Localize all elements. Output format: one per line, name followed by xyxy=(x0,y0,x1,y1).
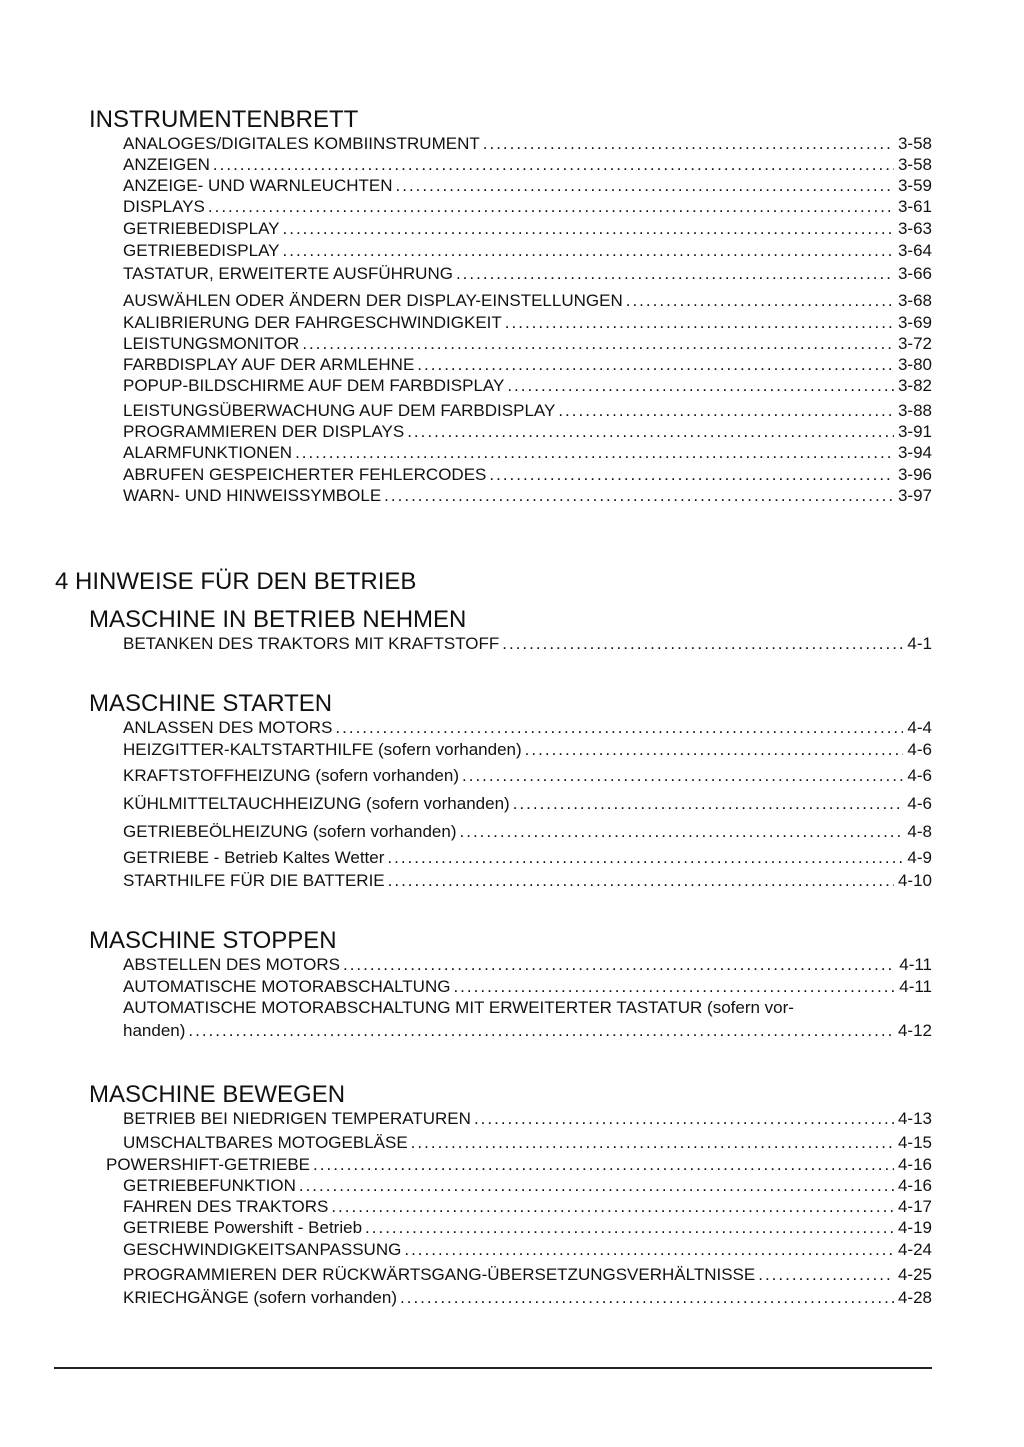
toc-entry-page: 4-6 xyxy=(907,740,932,759)
toc-entry-title: GETRIEBEFUNKTION xyxy=(123,1176,296,1195)
toc-entry-page: 3-94 xyxy=(897,443,932,462)
toc-entry[interactable] xyxy=(123,1133,932,1153)
toc-entry-page: 3-59 xyxy=(897,176,932,195)
toc-entry-title: FAHREN DES TRAKTORS xyxy=(123,1197,329,1216)
dot-leader xyxy=(483,134,894,154)
toc-entry-title: POWERSHIFT-GETRIEBE xyxy=(106,1155,311,1174)
toc-entry-title: ABSTELLEN DES MOTORS xyxy=(123,955,340,974)
toc-entry-page: 4-19 xyxy=(897,1218,932,1237)
toc-entry[interactable] xyxy=(123,794,932,814)
toc-entry-page: 3-88 xyxy=(897,401,932,420)
toc-entry-title: PROGRAMMIEREN DER DISPLAYS xyxy=(123,422,405,441)
toc-entry-page: 3-58 xyxy=(897,155,932,174)
toc-entry[interactable] xyxy=(123,1197,932,1217)
dot-leader xyxy=(343,955,895,975)
toc-entry-page: 3-61 xyxy=(897,197,932,216)
toc-entry-title: handen) xyxy=(123,1021,186,1040)
toc-entry[interactable] xyxy=(123,422,932,442)
toc-entry-page: 4-6 xyxy=(907,766,932,785)
dot-leader xyxy=(489,465,894,485)
toc-entry-page: 4-12 xyxy=(897,1021,932,1040)
toc-entry[interactable] xyxy=(123,1288,932,1308)
toc-entry[interactable] xyxy=(123,822,932,842)
toc-entry-page: 3-63 xyxy=(897,219,932,238)
toc-entry-page: 3-64 xyxy=(897,241,932,260)
toc-entry[interactable] xyxy=(123,355,932,375)
toc-entry-page: 3-66 xyxy=(897,264,932,283)
toc-entry-title: GETRIEBEDISPLAY xyxy=(123,241,280,260)
dot-leader xyxy=(505,313,894,333)
toc-entry-title-line1: AUTOMATISCHE MOTORABSCHALTUNG MIT ERWEITERTER TASTATUR (sofern vor- xyxy=(123,998,794,1017)
toc-entry-page: 4-16 xyxy=(897,1176,932,1195)
dot-leader xyxy=(513,794,904,814)
dot-leader xyxy=(208,197,894,217)
toc-entry[interactable] xyxy=(123,1240,932,1260)
toc-entry-title: ANALOGES/DIGITALES KOMBIINSTRUMENT xyxy=(123,134,480,153)
section-heading-starten: MASCHINE STARTEN xyxy=(89,690,333,717)
toc-entry-title: LEISTUNGSMONITOR xyxy=(123,334,300,353)
toc-entry-page: 4-11 xyxy=(899,977,932,996)
dot-leader xyxy=(188,1021,894,1041)
toc-entry[interactable] xyxy=(123,848,932,868)
toc-entry-page: 4-10 xyxy=(897,871,932,890)
toc-entry-page: 4-8 xyxy=(907,822,932,841)
toc-entry-page: 4-28 xyxy=(897,1288,932,1307)
toc-entry-title: KRIECHGÄNGE (sofern vorhanden) xyxy=(123,1288,397,1307)
toc-entry[interactable] xyxy=(123,264,932,284)
toc-entry[interactable] xyxy=(123,134,932,154)
dot-leader xyxy=(213,155,894,175)
dot-leader xyxy=(404,1240,894,1260)
toc-entry-page: 4-9 xyxy=(907,848,932,867)
toc-entry-title: HEIZGITTER-KALTSTARTHILFE (sofern vorhanden) xyxy=(123,740,522,759)
dot-leader xyxy=(456,264,894,284)
toc-entry[interactable] xyxy=(123,197,932,217)
toc-entry[interactable] xyxy=(123,718,932,738)
toc-entry-title: KRAFTSTOFFHEIZUNG (sofern vorhanden) xyxy=(123,766,459,785)
dot-leader xyxy=(407,422,894,442)
dot-leader xyxy=(460,822,904,842)
toc-entry-title: DISPLAYS xyxy=(123,197,205,216)
section-heading-stoppen: MASCHINE STOPPEN xyxy=(89,927,337,954)
dot-leader xyxy=(626,291,894,311)
toc-entry-page: 3-69 xyxy=(897,313,932,332)
toc-entry-page: 4-6 xyxy=(907,794,932,813)
toc-entry-title: GETRIEBE Powershift - Betrieb xyxy=(123,1218,363,1237)
toc-entry-title: AUSWÄHLEN ODER ÄNDERN DER DISPLAY-EINSTELLUNGEN xyxy=(123,291,623,310)
toc-entry-title: ANZEIGE- UND WARNLEUCHTEN xyxy=(123,176,393,195)
dot-leader xyxy=(396,176,894,196)
toc-entry-title: GETRIEBE - Betrieb Kaltes Wetter xyxy=(123,848,385,867)
toc-entry[interactable] xyxy=(123,219,932,239)
dot-leader xyxy=(388,871,894,891)
dot-leader xyxy=(384,486,894,506)
toc-entry[interactable] xyxy=(123,176,932,196)
toc-entry[interactable] xyxy=(123,291,932,311)
toc-entry-title: TASTATUR, ERWEITERTE AUSFÜHRUNG xyxy=(123,264,453,283)
toc-entry-page: 3-58 xyxy=(897,134,932,153)
chapter-title: 4 HINWEISE FÜR DEN BETRIEB xyxy=(55,568,417,595)
dot-leader xyxy=(331,1197,894,1217)
toc-entry-page: 4-13 xyxy=(897,1109,932,1128)
dot-leader xyxy=(411,1133,894,1153)
toc-entry[interactable] xyxy=(123,955,932,975)
toc-entry[interactable] xyxy=(123,155,932,175)
dot-leader xyxy=(299,1176,894,1196)
dot-leader xyxy=(283,241,894,261)
toc-entry[interactable] xyxy=(123,1176,932,1196)
toc-entry-title: GESCHWINDIGKEITSANPASSUNG xyxy=(123,1240,402,1259)
toc-entry[interactable] xyxy=(123,1218,932,1238)
toc-entry-title: KALIBRIERUNG DER FAHRGESCHWINDIGKEIT xyxy=(123,313,502,332)
toc-entry[interactable] xyxy=(123,401,932,421)
toc-entry-title: STARTHILFE FÜR DIE BATTERIE xyxy=(123,871,385,890)
toc-entry[interactable] xyxy=(123,740,932,760)
dot-leader xyxy=(462,766,903,786)
toc-entry-title: UMSCHALTBARES MOTOGEBLÄSE xyxy=(123,1133,408,1152)
toc-entry-page: 3-96 xyxy=(897,465,932,484)
toc-entry[interactable] xyxy=(123,486,932,506)
section-heading-instrumentenbrett: INSTRUMENTENBRETT xyxy=(89,106,359,133)
toc-entry-title: ANLASSEN DES MOTORS xyxy=(123,718,333,737)
toc-entry-page: 4-15 xyxy=(897,1133,932,1152)
toc-entry[interactable] xyxy=(123,443,932,463)
toc-entry-page: 4-11 xyxy=(899,955,932,974)
toc-entry-title: BETRIEB BEI NIEDRIGEN TEMPERATUREN xyxy=(123,1109,471,1128)
toc-entry[interactable] xyxy=(123,334,932,354)
toc-entry-title: PROGRAMMIEREN DER RÜCKWÄRTSGANG-ÜBERSETZUNGSVERHÄLTNISSE xyxy=(123,1265,756,1284)
dot-leader xyxy=(558,401,894,421)
section-heading-bewegen: MASCHINE BEWEGEN xyxy=(89,1081,346,1108)
toc-entry-page: 3-97 xyxy=(897,486,932,505)
dot-leader xyxy=(453,977,895,997)
toc-entry-title: FARBDISPLAY AUF DER ARMLEHNE xyxy=(123,355,415,374)
dot-leader xyxy=(302,334,894,354)
toc-entry-page: 4-17 xyxy=(897,1197,932,1216)
toc-entry-title: POPUP-BILDSCHIRME AUF DEM FARBDISPLAY xyxy=(123,376,505,395)
dot-leader xyxy=(283,219,894,239)
toc-entry-page: 4-16 xyxy=(897,1155,932,1174)
toc-entry[interactable] xyxy=(123,1021,932,1041)
toc-entry-title: AUTOMATISCHE MOTORABSCHALTUNG xyxy=(123,977,451,996)
toc-entry[interactable] xyxy=(106,1155,932,1175)
footer-rule xyxy=(54,1367,932,1369)
dot-leader xyxy=(295,443,894,463)
toc-entry[interactable] xyxy=(123,977,932,997)
dot-leader xyxy=(417,355,894,375)
toc-entry-title: ANZEIGEN xyxy=(123,155,210,174)
dot-leader xyxy=(507,376,894,396)
toc-entry-page: 3-82 xyxy=(897,376,932,395)
toc-entry-page: 4-24 xyxy=(897,1240,932,1259)
dot-leader xyxy=(758,1265,894,1285)
section-heading-in-betrieb-nehmen: MASCHINE IN BETRIEB NEHMEN xyxy=(89,606,467,633)
dot-leader xyxy=(313,1155,894,1175)
toc-entry-title: ABRUFEN GESPEICHERTER FEHLERCODES xyxy=(123,465,487,484)
toc-entry[interactable] xyxy=(123,465,932,485)
toc-entry-title: GETRIEBEÖLHEIZUNG (sofern vorhanden) xyxy=(123,822,457,841)
toc-entry[interactable] xyxy=(123,1109,932,1129)
toc-entry[interactable] xyxy=(123,766,932,786)
dot-leader xyxy=(365,1218,894,1238)
toc-entry-title: GETRIEBEDISPLAY xyxy=(123,219,280,238)
toc-entry-page: 4-25 xyxy=(897,1265,932,1284)
dot-leader xyxy=(502,634,903,654)
toc-entry-title: KÜHLMITTELTAUCHHEIZUNG (sofern vorhanden) xyxy=(123,794,510,813)
toc-entry-title: LEISTUNGSÜBERWACHUNG AUF DEM FARBDISPLAY xyxy=(123,401,556,420)
toc-entry-page: 4-4 xyxy=(907,718,932,737)
toc-entry[interactable] xyxy=(123,313,932,333)
toc-entry[interactable] xyxy=(123,241,932,261)
dot-leader xyxy=(474,1109,894,1129)
toc-entry[interactable] xyxy=(123,1265,932,1285)
toc-entry[interactable] xyxy=(123,634,932,654)
toc-entry-page: 3-68 xyxy=(897,291,932,310)
dot-leader xyxy=(400,1288,894,1308)
toc-entry-page: 3-91 xyxy=(897,422,932,441)
toc-entry[interactable] xyxy=(123,376,932,396)
dot-leader xyxy=(525,740,904,760)
toc-entry-title: ALARMFUNKTIONEN xyxy=(123,443,293,462)
toc-entry-page: 3-72 xyxy=(897,334,932,353)
toc-entry-page: 3-80 xyxy=(897,355,932,374)
toc-entry-title: BETANKEN DES TRAKTORS MIT KRAFTSTOFF xyxy=(123,634,500,653)
dot-leader xyxy=(387,848,903,868)
toc-entry[interactable] xyxy=(123,871,932,891)
dot-leader xyxy=(335,718,903,738)
toc-entry-page: 4-1 xyxy=(907,634,932,653)
toc-entry-title: WARN- UND HINWEISSYMBOLE xyxy=(123,486,382,505)
